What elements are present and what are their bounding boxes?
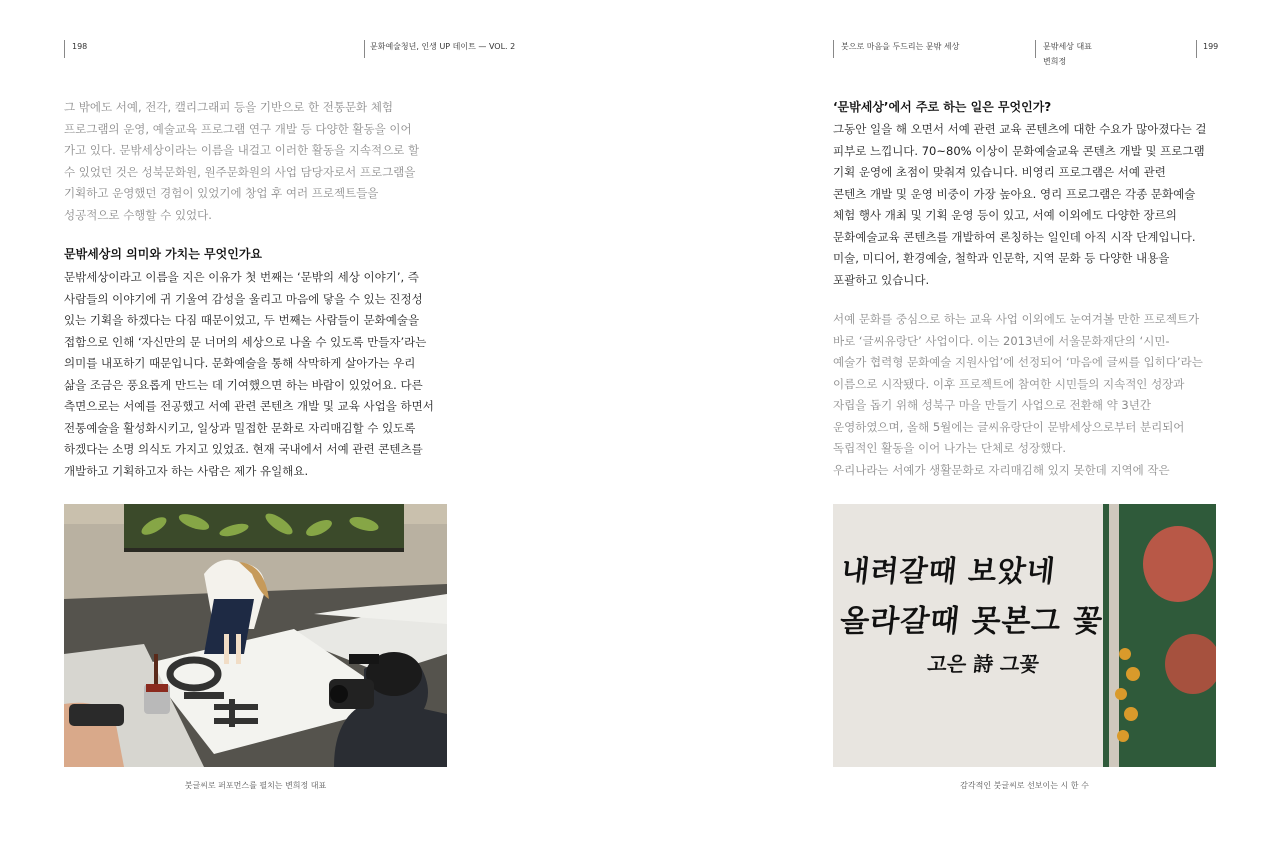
- page-number-right: 199: [1203, 42, 1219, 51]
- answer-line: 전통예술을 활성화시키고, 일상과 밀접한 문화로 자리매김할 수 있도록: [64, 420, 416, 435]
- narrative-paragraph: [833, 309, 1203, 481]
- narrative-line: 자립을 돕기 위해 성북구 마을 만들기 사업으로 전환해 약 3년간: [833, 398, 1151, 412]
- header-divider: [1196, 40, 1197, 58]
- answer-line: 기획 운영에 초점이 맞춰져 있습니다. 비영리 프로그램은 서예 관련: [833, 165, 1166, 179]
- photo-caption-right: 감각적인 붓글씨로 선보이는 시 한 수: [960, 781, 1089, 790]
- answer-line: 하겠다는 소명 의식도 가지고 있었죠. 현재 국내에서 서예 관련 콘텐츠를: [64, 442, 423, 456]
- question-heading-right: ‘문밖세상’에서 주로 하는 일은 무엇인가?: [833, 100, 1052, 114]
- intro-line: 가고 있다. 문밖세상이라는 이름을 내걸고 이러한 활동을 지속적으로 할: [64, 143, 420, 157]
- answer-line: 피부로 느낍니다. 70~80% 이상이 문화예술교육 콘텐츠 개발 및 프로그램: [833, 143, 1205, 158]
- answer-line: 의미를 내포하기 때문입니다. 문화예술을 통해 삭막하게 살아가는 우리: [64, 356, 416, 370]
- calligraphy-wall-photo: [833, 504, 1216, 767]
- narrative-line: 서예 문화를 중심으로 하는 교육 사업 이외에도 눈여겨볼 만한 프로젝트가: [833, 312, 1200, 326]
- intro-line: 프로그램의 운영, 예술교육 프로그램 연구 개발 등 다양한 활동을 이어: [64, 121, 412, 136]
- intro-line: 그 밖에도 서예, 전각, 캘리그래피 등을 기반으로 한 전통문화 체험: [64, 100, 394, 114]
- intro-paragraph: [64, 97, 419, 226]
- narrative-line: 우리나라는 서예가 생활문화로 자리매김해 있지 못한데 지역에 작은: [833, 462, 1170, 477]
- calligraphy-poem: [833, 549, 1115, 677]
- narrative-line: 독립적인 활동을 이어 나가는 단체로 성장했다.: [833, 441, 1067, 455]
- narrative-line: 이름으로 시작됐다. 이후 프로젝트에 참여한 시민들의 지속적인 성장과: [833, 376, 1185, 391]
- intro-line: 수 있었던 것은 성북문화원, 원주문화원의 사업 담당자로서 프로그램을: [64, 164, 416, 179]
- narrative-line: 예술가 협력형 문화예술 지원사업’에 선정되어 ‘마음에 글씨를 입히다’라는: [833, 355, 1203, 369]
- header-divider: [1035, 40, 1036, 58]
- answer-line: 개발하고 기획하고자 하는 사람은 제가 유일해요.: [64, 463, 309, 478]
- header-divider: [364, 40, 365, 58]
- answer-paragraph-left: [64, 267, 434, 482]
- answer-line: 포괄하고 있습니다.: [833, 272, 930, 287]
- performance-photo-illustration: [64, 504, 447, 767]
- person-block: [1043, 40, 1092, 68]
- narrative-line: 바로 ‘글씨유랑단’ 사업이다. 이는 2013년에 서울문화재단의 ‘시민-: [833, 333, 1170, 348]
- page-number-left: 198: [72, 42, 88, 51]
- person-title: 문밖세상 대표: [1043, 42, 1092, 51]
- answer-line: 문화예술교육 콘텐츠를 개발하여 론칭하는 일인데 아직 시작 단계입니다.: [833, 229, 1196, 244]
- answer-line: 체험 행사 개최 및 기획 운영 등이 있고, 서예 이외에도 다양한 장르의: [833, 208, 1177, 222]
- running-title-left: 문화예술청년, 인생 UP 데이트 — VOL. 2: [370, 42, 516, 51]
- person-name: 변희정: [1043, 57, 1067, 66]
- answer-line: 접함으로 인해 ‘자신만의 문 너머의 세상으로 나올 수 있도록 만들자’라는: [64, 334, 427, 349]
- answer-line: 문밖세상이라고 이름을 지은 이유가 첫 번째는 ‘문밖의 세상 이야기’, 즉: [64, 270, 419, 284]
- answer-line: 측면으로는 서예를 전공했고 서예 관련 콘텐츠 개발 및 교육 사업을 하면서: [64, 399, 434, 413]
- poem-line-1: 내려갈때 보았네: [839, 554, 1058, 588]
- running-title-right: 붓으로 마음을 두드리는 문밖 세상: [841, 42, 960, 51]
- answer-line: 삶을 조금은 풍요롭게 만드는 데 기여했으면 하는 바람이 있었어요. 다른: [64, 377, 423, 392]
- header-divider: [64, 40, 65, 58]
- header-divider: [833, 40, 834, 58]
- intro-line: 기획하고 운영했던 경험이 있었기에 창업 후 여러 프로젝트들을: [64, 186, 379, 200]
- poem-line-2: 올라갈때 못본그 꽃: [838, 604, 1105, 639]
- answer-line: 콘텐츠 개발 및 운영 비중이 가장 높아요. 영리 프로그램은 각종 문화예술: [833, 186, 1196, 201]
- intro-line: 성공적으로 수행할 수 있었다.: [64, 207, 212, 222]
- answer-line: 있는 기획을 하겠다는 다짐 때문이었고, 두 번째는 사람들이 문화예술을: [64, 313, 420, 327]
- answer-line: 사람들의 이야기에 귀 기울여 감성을 울리고 마음에 닿을 수 있는 진정성: [64, 291, 423, 306]
- question-heading-left: 문밖세상의 의미와 가치는 무엇인가요: [64, 247, 263, 261]
- performance-photo: [64, 504, 447, 767]
- answer-line: 미술, 미디어, 환경예술, 철학과 인문학, 지역 문화 등 다양한 내용을: [833, 251, 1170, 265]
- narrative-line: 운영하였으며, 올해 5월에는 글씨유랑단이 문밖세상으로부터 분리되어: [833, 419, 1185, 434]
- photo-caption-left: 붓글씨로 퍼포먼스를 펼치는 변희정 대표: [184, 781, 327, 790]
- answer-line: 그동안 일을 해 오면서 서예 관련 교육 콘텐츠에 대한 수요가 많아졌다는 걸: [833, 122, 1207, 136]
- answer-paragraph-right: [833, 119, 1206, 291]
- poem-signature: 고은 詩 그꽃: [926, 652, 1041, 676]
